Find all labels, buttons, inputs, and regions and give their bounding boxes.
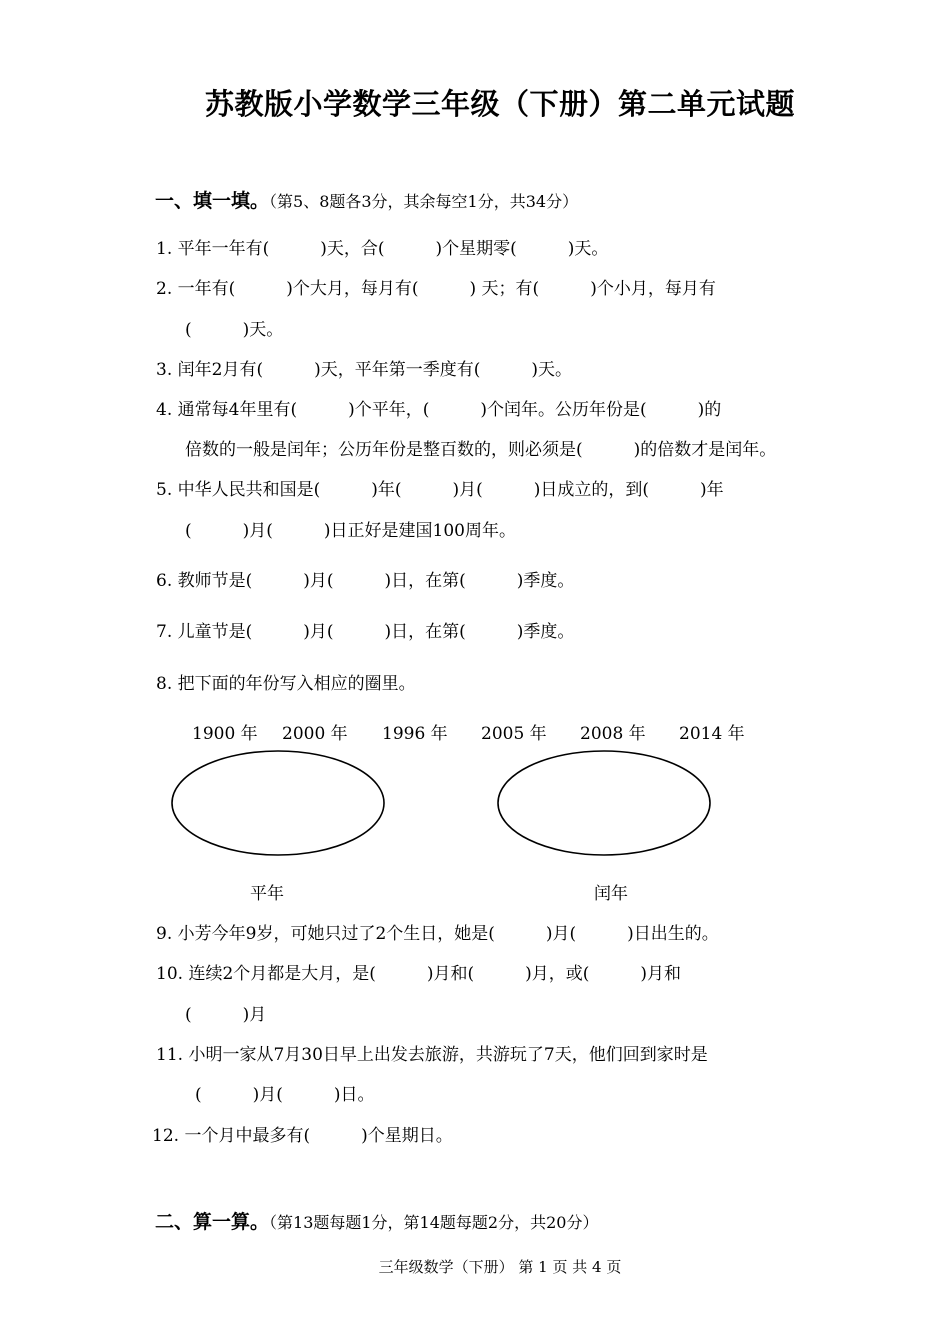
- question-2-cont: ( )天。: [185, 320, 284, 340]
- question-5: 5. 中华人民共和国是( )年( )月( )日成立的，到( )年: [156, 480, 724, 500]
- year-option: 1996 年: [382, 724, 448, 744]
- question-4-cont: 倍数的一般是闰年；公历年份是整百数的，则必须是( )的倍数才是闰年。: [185, 440, 777, 460]
- question-10: 10. 连续2个月都是大月，是( )月和( )月，或( )月和: [156, 964, 682, 984]
- leap-year-circle: [498, 751, 710, 855]
- question-2: 2. 一年有( )个大月，每月有( ) 天；有( )个小月，每月有: [156, 279, 716, 299]
- question-11: 11. 小明一家从7月30日早上出发去旅游，共游玩了7天，他们回到家时是: [156, 1045, 708, 1065]
- question-6: 6. 教师节是( )月( )日，在第( )季度。: [156, 571, 575, 591]
- year-option: 2014 年: [679, 724, 745, 744]
- page-footer: 三年级数学（下册） 第 1 页 共 4 页: [378, 1258, 622, 1276]
- common-year-label: 平年: [250, 884, 284, 904]
- question-4: 4. 通常每4年里有( )个平年，( )个闰年。公历年份是( )的: [156, 400, 722, 420]
- section-1-heading: 一、填一填。: [155, 190, 270, 212]
- question-7: 7. 儿童节是( )月( )日，在第( )季度。: [156, 622, 575, 642]
- section-1-note: （第5、8题各3分，其余每空1分，共34分）: [269, 192, 579, 211]
- section-2-heading: 二、算一算。: [155, 1211, 270, 1233]
- question-5-cont: ( )月( )日正好是建国100周年。: [185, 521, 516, 541]
- leap-year-label: 闰年: [594, 884, 628, 904]
- question-11-cont: ( )月( )日。: [195, 1085, 375, 1105]
- year-option: 1900 年: [192, 724, 258, 744]
- section-2-header: [155, 1207, 598, 1234]
- section-2-note: （第13题每题1分，第14题每题2分，共20分）: [269, 1213, 599, 1232]
- question-1: 1. 平年一年有( )天，合( )个星期零( )天。: [156, 239, 609, 259]
- year-option: 2008 年: [580, 724, 646, 744]
- question-10-cont: ( )月: [185, 1005, 267, 1025]
- question-9: 9. 小芳今年9岁，可她只过了2个生日，她是( )月( )日出生的。: [156, 924, 719, 944]
- year-option: 2000 年: [282, 724, 348, 744]
- page-title: 苏教版小学数学三年级（下册）第二单元试题: [204, 87, 795, 121]
- question-8: 8. 把下面的年份写入相应的圈里。: [156, 674, 416, 694]
- question-12: 12. 一个月中最多有( )个星期日。: [152, 1126, 453, 1146]
- year-option: 2005 年: [481, 724, 547, 744]
- common-year-circle: [172, 751, 384, 855]
- question-3: 3. 闰年2月有( )天，平年第一季度有( )天。: [156, 360, 572, 380]
